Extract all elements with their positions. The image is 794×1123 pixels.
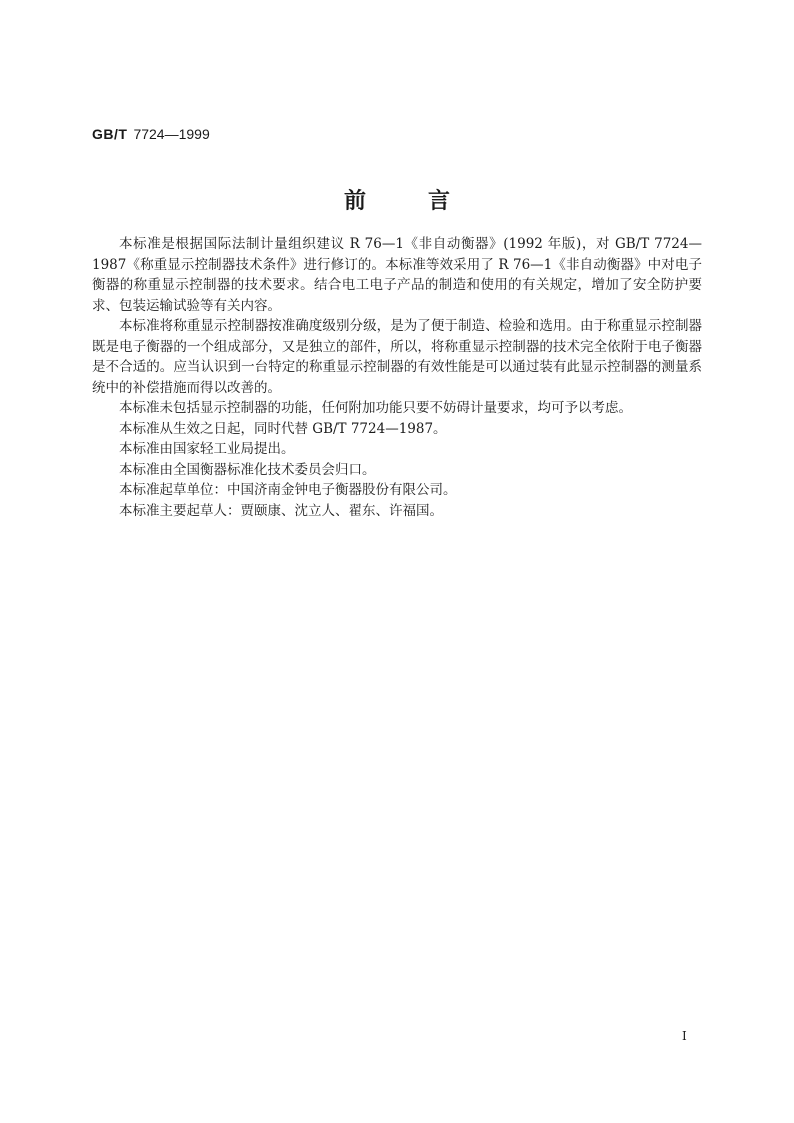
paragraph: 本标准将称重显示控制器按准确度级别分级，是为了便于制造、检验和选用。由于称重显示控制器既是电子衡器的一个组成部分，又是独立的部件，所以，将称重显示控制器的技术完全依附于电子衡器是不合适的。应当认识到一台特定的称重显示控制器的有效性能是可以通过装有此显示控制器的测量系统中的补偿措施而得以改善的。 <box>92 318 702 396</box>
standard-number: 7724—1999 <box>133 126 210 142</box>
page-title: 前言 <box>343 188 512 214</box>
paragraph: 本标准未包括显示控制器的功能，任何附加功能只要不妨碍计量要求，均可予以考虑。 <box>119 400 632 416</box>
standard-code <box>92 124 210 145</box>
paragraph: 本标准起草单位：中国济南金钟电子衡器股份有限公司。 <box>119 482 457 498</box>
foreword-body <box>92 234 702 521</box>
paragraph: 本标准由国家轻工业局提出。 <box>119 441 295 457</box>
page-number: I <box>682 1029 687 1043</box>
paragraph: 本标准主要起草人：贾颐康、沈立人、翟东、许福国。 <box>119 502 443 519</box>
standard-prefix: GB/T <box>92 126 128 142</box>
paragraph: 本标准是根据国际法制计量组织建议 R 76—1《非自动衡器》(1992 年版)，对 GB/T 7724—1987《称重显示控制器技术条件》进行修订的。本标准等效采用了 R 76—1《非自动衡器》中对电子衡器的称重显示控制器的技术要求。结合电工电子产品的制造和使用的有关规定，增加了安全防护要求、包装运输试验等有关内容。 <box>92 236 702 314</box>
paragraph: 本标准由全国衡器标准化技术委员会归口。 <box>119 461 376 478</box>
paragraph: 本标准从生效之日起，同时代替 GB/T 7724—1987。 <box>119 420 447 437</box>
